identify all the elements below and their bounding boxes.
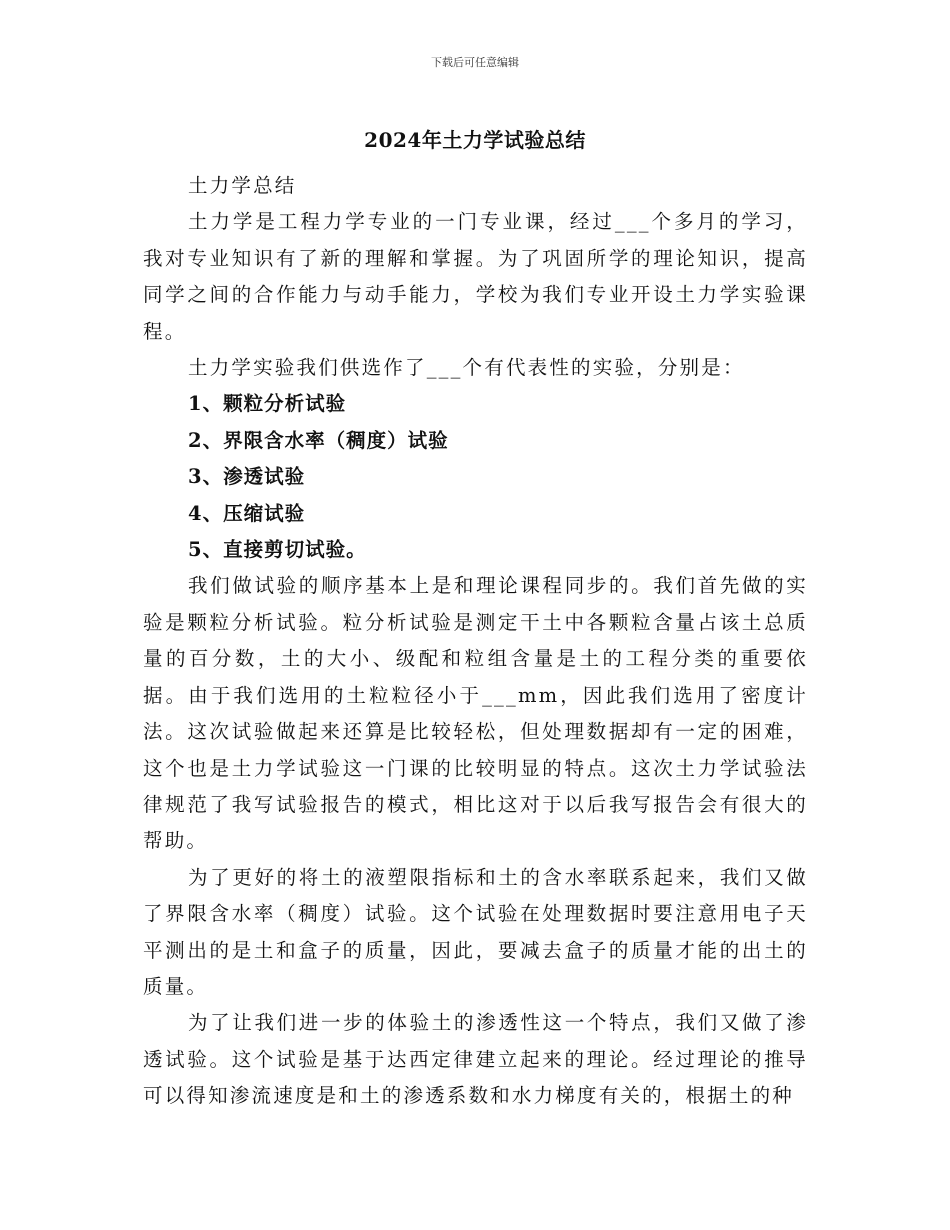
paragraph-intro: 土力学是工程力学专业的一门专业课，经过___个多月的学习，我对专业知识有了新的理解和掌握。为了巩固所学的理论知识，提高同学之间的合作能力与动手能力，学校为我们专业开设土力学实验课程。: [143, 210, 808, 343]
list-item-2: 2、界限含水率（稠度）试验: [188, 428, 449, 452]
paragraph-experiments-lead: 土力学实验我们供选作了___个有代表性的实验，分别是：: [188, 356, 745, 380]
list-item-3: 3、渗透试验: [188, 465, 306, 489]
paragraph-particle-analysis: 我们做试验的顺序基本上是和理论课程同步的。我们首先做的实验是颗粒分析试验。粒分析试验是测定干土中各颗粒含量占该土总质量的百分数，土的大小、级配和粒组含量是土的工程分类的重要依据。由于我们选用的土粒粒径小于___mm，因此我们选用了密度计法。这次试验做起来还算是比较轻松，但处理数据却有一定的困难，这个也是土力学试验这一门课的比较明显的特点。这次土力学试验法律规范了我写试验报告的模式，相比这对于以后我写报告会有很大的帮助。: [143, 574, 808, 853]
paragraph-subtitle: 土力学总结: [188, 174, 297, 197]
document-title: 2024年土力学试验总结: [364, 128, 586, 152]
paragraph-moisture-limit: 为了更好的将土的液塑限指标和土的含水率联系起来，我们又做了界限含水率（稠度）试验。这个试验在处理数据时要注意用电子天平测出的是土和盒子的质量，因此，要减去盒子的质量才能的出土的质量。: [143, 865, 808, 998]
page-header: 下载后可任意编辑: [431, 56, 519, 69]
list-item-4: 4、压缩试验: [188, 501, 306, 525]
list-item-1: 1、颗粒分析试验: [188, 392, 347, 416]
document-body: [143, 168, 808, 1115]
paragraph-permeability: 为了让我们进一步的体验土的渗透性这一个特点，我们又做了渗透试验。这个试验是基于达西定律建立起来的理论。经过理论的推导可以得知渗流速度是和土的渗透系数和水力梯度有关的，根据土的种: [143, 1011, 808, 1108]
list-item-5: 5、直接剪切试验。: [188, 538, 367, 562]
